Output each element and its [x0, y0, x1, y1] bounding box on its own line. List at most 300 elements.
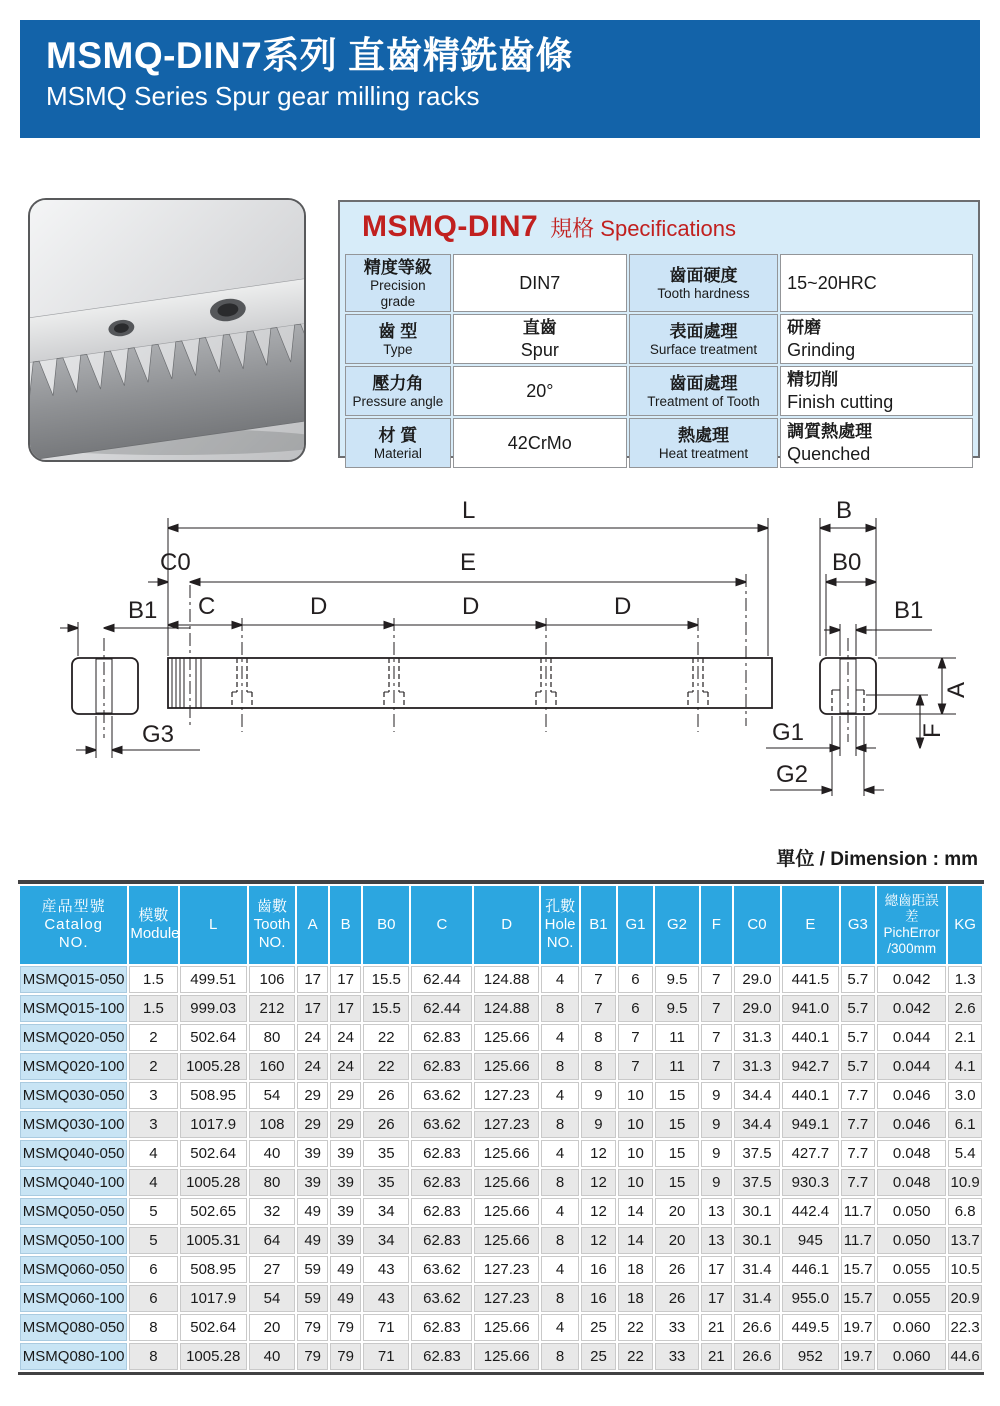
value-cell: 2: [129, 1053, 177, 1080]
value-cell: 18: [618, 1285, 653, 1312]
value-cell: 125.66: [474, 1314, 539, 1341]
column-header: G1: [618, 886, 653, 964]
value-cell: 5: [129, 1227, 177, 1254]
column-header: 齒數 Tooth NO.: [249, 886, 295, 964]
column-header: G3: [841, 886, 876, 964]
value-cell: 15: [655, 1169, 699, 1196]
dim-label-c0: C0: [160, 549, 191, 576]
value-cell: 0.050: [877, 1198, 946, 1225]
column-header: C0: [734, 886, 780, 964]
value-cell: 4: [541, 1314, 579, 1341]
value-cell: 8: [581, 1053, 616, 1080]
value-cell: 79: [297, 1343, 328, 1370]
value-cell: 125.66: [474, 1140, 539, 1167]
value-cell: 1005.28: [180, 1343, 247, 1370]
value-cell: 59: [297, 1256, 328, 1283]
value-cell: 20.9: [948, 1285, 982, 1312]
spec-row: [345, 418, 973, 468]
value-cell: 22: [363, 1024, 409, 1051]
value-cell: 441.5: [782, 966, 838, 993]
spec-row: [345, 314, 973, 364]
value-cell: 8: [541, 1053, 579, 1080]
value-cell: 0.055: [877, 1285, 946, 1312]
table-row: [20, 1169, 982, 1196]
value-cell: 29.0: [734, 995, 780, 1022]
gear-rack-illustration: [30, 200, 304, 460]
value-cell: 6.1: [948, 1111, 982, 1138]
value-cell: 31.4: [734, 1256, 780, 1283]
value-cell: 80: [249, 1024, 295, 1051]
value-cell: 33: [655, 1314, 699, 1341]
value-cell: 39: [330, 1198, 361, 1225]
value-cell: 1.3: [948, 966, 982, 993]
table-row: [20, 1082, 982, 1109]
value-cell: 80: [249, 1169, 295, 1196]
value-cell: 5.7: [841, 1053, 876, 1080]
spec-row: [345, 366, 973, 416]
value-cell: 62.83: [411, 1343, 472, 1370]
value-cell: 19.7: [841, 1314, 876, 1341]
value-cell: 3: [129, 1111, 177, 1138]
value-cell: 34: [363, 1227, 409, 1254]
value-cell: 63.62: [411, 1082, 472, 1109]
value-cell: 1005.28: [180, 1053, 247, 1080]
catalog-cell: MSMQ080-100: [20, 1343, 127, 1370]
value-cell: 7: [701, 995, 732, 1022]
dim-label-a: A: [943, 681, 970, 698]
column-header: A: [297, 886, 328, 964]
value-cell: 0.050: [877, 1227, 946, 1254]
value-cell: 79: [297, 1314, 328, 1341]
value-cell: 24: [330, 1053, 361, 1080]
value-cell: 29: [297, 1082, 328, 1109]
data-table-body: [20, 966, 982, 1370]
table-row: [20, 1111, 982, 1138]
value-cell: 10.9: [948, 1169, 982, 1196]
dimension-diagram: [20, 490, 980, 838]
value-cell: 427.7: [782, 1140, 838, 1167]
spec-value: 20°: [453, 366, 627, 416]
value-cell: 6: [618, 966, 653, 993]
column-header: C: [411, 886, 472, 964]
column-header: KG: [948, 886, 982, 964]
value-cell: 15: [655, 1082, 699, 1109]
column-header: 孔數 Hole NO.: [541, 886, 579, 964]
column-header: B1: [581, 886, 616, 964]
value-cell: 62.83: [411, 1227, 472, 1254]
value-cell: 79: [330, 1343, 361, 1370]
dim-label-b1-right: B1: [894, 597, 924, 624]
dim-label-d: D: [462, 593, 480, 620]
value-cell: 6.8: [948, 1198, 982, 1225]
spec-title: [340, 202, 978, 252]
value-cell: 955.0: [782, 1285, 838, 1312]
value-cell: 442.4: [782, 1198, 838, 1225]
value-cell: 12: [581, 1198, 616, 1225]
column-header: 産品型號 Catalog NO.: [20, 886, 127, 964]
value-cell: 0.060: [877, 1343, 946, 1370]
value-cell: 25: [581, 1343, 616, 1370]
spec-label: 齒面處理 Treatment of Tooth: [629, 366, 778, 416]
table-row: [20, 995, 982, 1022]
value-cell: 49: [330, 1285, 361, 1312]
table-row: [20, 966, 982, 993]
value-cell: 35: [363, 1169, 409, 1196]
value-cell: 7: [581, 966, 616, 993]
value-cell: 945: [782, 1227, 838, 1254]
value-cell: 8: [129, 1314, 177, 1341]
value-cell: 10: [618, 1082, 653, 1109]
column-header: 總齒距誤差 PichError /300mm: [877, 886, 946, 964]
value-cell: 27: [249, 1256, 295, 1283]
value-cell: 125.66: [474, 1198, 539, 1225]
value-cell: 16: [581, 1285, 616, 1312]
value-cell: 7: [701, 966, 732, 993]
value-cell: 0.042: [877, 995, 946, 1022]
value-cell: 449.5: [782, 1314, 838, 1341]
catalog-cell: MSMQ030-050: [20, 1082, 127, 1109]
value-cell: 62.83: [411, 1053, 472, 1080]
value-cell: 5: [129, 1198, 177, 1225]
value-cell: 39: [297, 1169, 328, 1196]
page-subtitle: MSMQ Series Spur gear milling racks: [46, 81, 480, 112]
value-cell: 127.23: [474, 1111, 539, 1138]
product-photo: [28, 198, 306, 462]
value-cell: 4: [541, 1140, 579, 1167]
value-cell: 10: [618, 1140, 653, 1167]
value-cell: 29.0: [734, 966, 780, 993]
value-cell: 31.4: [734, 1285, 780, 1312]
value-cell: 35: [363, 1140, 409, 1167]
value-cell: 2.1: [948, 1024, 982, 1051]
value-cell: 5.7: [841, 1024, 876, 1051]
spec-value: 精切削 Finish cutting: [780, 366, 973, 416]
value-cell: 9: [701, 1140, 732, 1167]
catalog-cell: MSMQ060-050: [20, 1256, 127, 1283]
value-cell: 106: [249, 966, 295, 993]
value-cell: 49: [297, 1198, 328, 1225]
catalog-cell: MSMQ015-100: [20, 995, 127, 1022]
value-cell: 7.7: [841, 1169, 876, 1196]
value-cell: 10: [618, 1169, 653, 1196]
value-cell: 62.83: [411, 1314, 472, 1341]
header-banner: [20, 20, 980, 138]
value-cell: 43: [363, 1256, 409, 1283]
value-cell: 14: [618, 1227, 653, 1254]
value-cell: 62.83: [411, 1198, 472, 1225]
value-cell: 124.88: [474, 966, 539, 993]
value-cell: 31.3: [734, 1024, 780, 1051]
value-cell: 37.5: [734, 1140, 780, 1167]
dim-label-b1-left: B1: [128, 597, 158, 624]
value-cell: 508.95: [180, 1256, 247, 1283]
catalog-cell: MSMQ050-050: [20, 1198, 127, 1225]
unit-label: 單位 / Dimension : mm: [776, 849, 978, 870]
value-cell: 18: [618, 1256, 653, 1283]
value-cell: 0.048: [877, 1169, 946, 1196]
table-row: [20, 1198, 982, 1225]
value-cell: 49: [330, 1256, 361, 1283]
spec-label: 熱處理 Heat treatment: [629, 418, 778, 468]
value-cell: 124.88: [474, 995, 539, 1022]
spec-label: 齒面硬度 Tooth hardness: [629, 254, 778, 312]
value-cell: 26: [655, 1256, 699, 1283]
value-cell: 39: [330, 1140, 361, 1167]
value-cell: 4: [541, 1024, 579, 1051]
catalog-cell: MSMQ040-050: [20, 1140, 127, 1167]
value-cell: 999.03: [180, 995, 247, 1022]
value-cell: 108: [249, 1111, 295, 1138]
value-cell: 15.5: [363, 995, 409, 1022]
value-cell: 440.1: [782, 1082, 838, 1109]
value-cell: 34.4: [734, 1111, 780, 1138]
table-row: [20, 1227, 982, 1254]
value-cell: 9: [701, 1111, 732, 1138]
value-cell: 17: [330, 995, 361, 1022]
value-cell: 63.62: [411, 1285, 472, 1312]
value-cell: 20: [249, 1314, 295, 1341]
value-cell: 37.5: [734, 1169, 780, 1196]
value-cell: 9: [581, 1082, 616, 1109]
value-cell: 7: [618, 1053, 653, 1080]
spec-value: 直齒 Spur: [453, 314, 627, 364]
mounting-holes: [232, 618, 708, 732]
column-header: B0: [363, 886, 409, 964]
value-cell: 8: [541, 1227, 579, 1254]
table-row: [20, 1024, 982, 1051]
column-header: L: [180, 886, 247, 964]
dim-label-b0: B0: [832, 549, 862, 576]
value-cell: 24: [297, 1053, 328, 1080]
value-cell: 13: [701, 1198, 732, 1225]
value-cell: 22: [618, 1343, 653, 1370]
value-cell: 79: [330, 1314, 361, 1341]
value-cell: 160: [249, 1053, 295, 1080]
table-row: [20, 1285, 982, 1312]
value-cell: 1017.9: [180, 1111, 247, 1138]
value-cell: 1005.31: [180, 1227, 247, 1254]
column-header: 模數 Module: [129, 886, 177, 964]
value-cell: 24: [297, 1024, 328, 1051]
value-cell: 1005.28: [180, 1169, 247, 1196]
value-cell: 31.3: [734, 1053, 780, 1080]
technical-drawing: [20, 490, 980, 838]
column-header: B: [330, 886, 361, 964]
value-cell: 7: [701, 1024, 732, 1051]
catalog-cell: MSMQ020-050: [20, 1024, 127, 1051]
value-cell: 502.65: [180, 1198, 247, 1225]
value-cell: 8: [541, 1343, 579, 1370]
value-cell: 4: [541, 1256, 579, 1283]
value-cell: 0.044: [877, 1024, 946, 1051]
dim-label-d: D: [310, 593, 328, 620]
value-cell: 125.66: [474, 1053, 539, 1080]
value-cell: 26: [363, 1111, 409, 1138]
catalog-cell: MSMQ030-100: [20, 1111, 127, 1138]
spec-title-model: MSMQ-DIN7: [362, 210, 539, 243]
table-row: [20, 1256, 982, 1283]
spec-title-suffix: 規格 Specifications: [550, 215, 737, 241]
spec-value: 調質熱處理 Quenched: [780, 418, 973, 468]
dim-label-c: C: [198, 593, 216, 620]
spec-label: 壓力角 Pressure angle: [345, 366, 451, 416]
value-cell: 33: [655, 1343, 699, 1370]
value-cell: 26: [655, 1285, 699, 1312]
column-header: E: [782, 886, 838, 964]
value-cell: 9: [581, 1111, 616, 1138]
dim-label-b: B: [836, 497, 853, 524]
value-cell: 6: [129, 1285, 177, 1312]
value-cell: 8: [541, 995, 579, 1022]
column-header: D: [474, 886, 539, 964]
table-row: [20, 1140, 982, 1167]
value-cell: 2.6: [948, 995, 982, 1022]
value-cell: 127.23: [474, 1256, 539, 1283]
spec-label: 齒 型 Type: [345, 314, 451, 364]
catalog-cell: MSMQ040-100: [20, 1169, 127, 1196]
value-cell: 9.5: [655, 966, 699, 993]
value-cell: 8: [541, 1169, 579, 1196]
table-row: [20, 1314, 982, 1341]
value-cell: 2: [129, 1024, 177, 1051]
spec-panel: [338, 200, 980, 464]
dim-label-g2: G2: [776, 761, 809, 788]
value-cell: 5.4: [948, 1140, 982, 1167]
value-cell: 21: [701, 1314, 732, 1341]
value-cell: 22.3: [948, 1314, 982, 1341]
value-cell: 62.44: [411, 966, 472, 993]
value-cell: 9.5: [655, 995, 699, 1022]
value-cell: 10: [618, 1111, 653, 1138]
value-cell: 0.060: [877, 1314, 946, 1341]
value-cell: 32: [249, 1198, 295, 1225]
value-cell: 942.7: [782, 1053, 838, 1080]
value-cell: 19.7: [841, 1343, 876, 1370]
value-cell: 21: [701, 1343, 732, 1370]
right-cross-section: [820, 638, 876, 742]
value-cell: 20: [655, 1227, 699, 1254]
value-cell: 952: [782, 1343, 838, 1370]
value-cell: 26.6: [734, 1343, 780, 1370]
dim-label-d: D: [614, 593, 632, 620]
value-cell: 9: [701, 1082, 732, 1109]
value-cell: 1017.9: [180, 1285, 247, 1312]
value-cell: 7: [701, 1053, 732, 1080]
value-cell: 1.5: [129, 995, 177, 1022]
data-table: [18, 880, 984, 1375]
value-cell: 54: [249, 1285, 295, 1312]
value-cell: 17: [330, 966, 361, 993]
value-cell: 15: [655, 1111, 699, 1138]
value-cell: 62.83: [411, 1169, 472, 1196]
value-cell: 17: [297, 966, 328, 993]
catalog-cell: MSMQ060-100: [20, 1285, 127, 1312]
value-cell: 11.7: [841, 1198, 876, 1225]
value-cell: 127.23: [474, 1082, 539, 1109]
value-cell: 0.044: [877, 1053, 946, 1080]
value-cell: 7: [618, 1024, 653, 1051]
value-cell: 502.64: [180, 1140, 247, 1167]
value-cell: 40: [249, 1343, 295, 1370]
value-cell: 59: [297, 1285, 328, 1312]
value-cell: 12: [581, 1140, 616, 1167]
value-cell: 63.62: [411, 1111, 472, 1138]
value-cell: 212: [249, 995, 295, 1022]
page-title: MSMQ-DIN7系列 直齒精銑齒條: [46, 35, 573, 76]
value-cell: 64: [249, 1227, 295, 1254]
value-cell: 4: [129, 1140, 177, 1167]
value-cell: 16: [581, 1256, 616, 1283]
table-row: [20, 1343, 982, 1370]
value-cell: 17: [701, 1256, 732, 1283]
value-cell: 26: [363, 1082, 409, 1109]
value-cell: 12: [581, 1169, 616, 1196]
value-cell: 3.0: [948, 1082, 982, 1109]
value-cell: 7.7: [841, 1111, 876, 1138]
value-cell: 499.51: [180, 966, 247, 993]
value-cell: 34: [363, 1198, 409, 1225]
value-cell: 14: [618, 1198, 653, 1225]
value-cell: 8: [541, 1285, 579, 1312]
value-cell: 8: [129, 1343, 177, 1370]
value-cell: 7: [581, 995, 616, 1022]
spec-value: DIN7: [453, 254, 627, 312]
value-cell: 49: [297, 1227, 328, 1254]
value-cell: 4: [541, 1198, 579, 1225]
value-cell: 1.5: [129, 966, 177, 993]
value-cell: 71: [363, 1343, 409, 1370]
value-cell: 0.042: [877, 966, 946, 993]
column-header: G2: [655, 886, 699, 964]
dim-label-l: L: [462, 497, 476, 524]
value-cell: 4: [541, 1082, 579, 1109]
value-cell: 22: [618, 1314, 653, 1341]
value-cell: 40: [249, 1140, 295, 1167]
value-cell: 44.6: [948, 1343, 982, 1370]
value-cell: 62.44: [411, 995, 472, 1022]
table-row: [20, 1053, 982, 1080]
spec-table: [343, 252, 975, 470]
value-cell: 39: [297, 1140, 328, 1167]
value-cell: 34.4: [734, 1082, 780, 1109]
value-cell: 71: [363, 1314, 409, 1341]
value-cell: 11: [655, 1053, 699, 1080]
catalog-cell: MSMQ050-100: [20, 1227, 127, 1254]
value-cell: 39: [330, 1169, 361, 1196]
value-cell: 446.1: [782, 1256, 838, 1283]
spec-value: 研磨 Grinding: [780, 314, 973, 364]
column-header: F: [701, 886, 732, 964]
value-cell: 26.6: [734, 1314, 780, 1341]
value-cell: 125.66: [474, 1024, 539, 1051]
value-cell: 30.1: [734, 1227, 780, 1254]
dim-label-e: E: [460, 549, 477, 576]
value-cell: 6: [129, 1256, 177, 1283]
value-cell: 17: [701, 1285, 732, 1312]
value-cell: 11: [655, 1024, 699, 1051]
value-cell: 15.7: [841, 1256, 876, 1283]
value-cell: 29: [297, 1111, 328, 1138]
value-cell: 4: [541, 966, 579, 993]
spec-label: 材 質 Material: [345, 418, 451, 468]
value-cell: 8: [541, 1111, 579, 1138]
spec-label: 表面處理 Surface treatment: [629, 314, 778, 364]
value-cell: 3: [129, 1082, 177, 1109]
value-cell: 25: [581, 1314, 616, 1341]
value-cell: 6: [618, 995, 653, 1022]
spec-value: 42CrMo: [453, 418, 627, 468]
value-cell: 127.23: [474, 1285, 539, 1312]
